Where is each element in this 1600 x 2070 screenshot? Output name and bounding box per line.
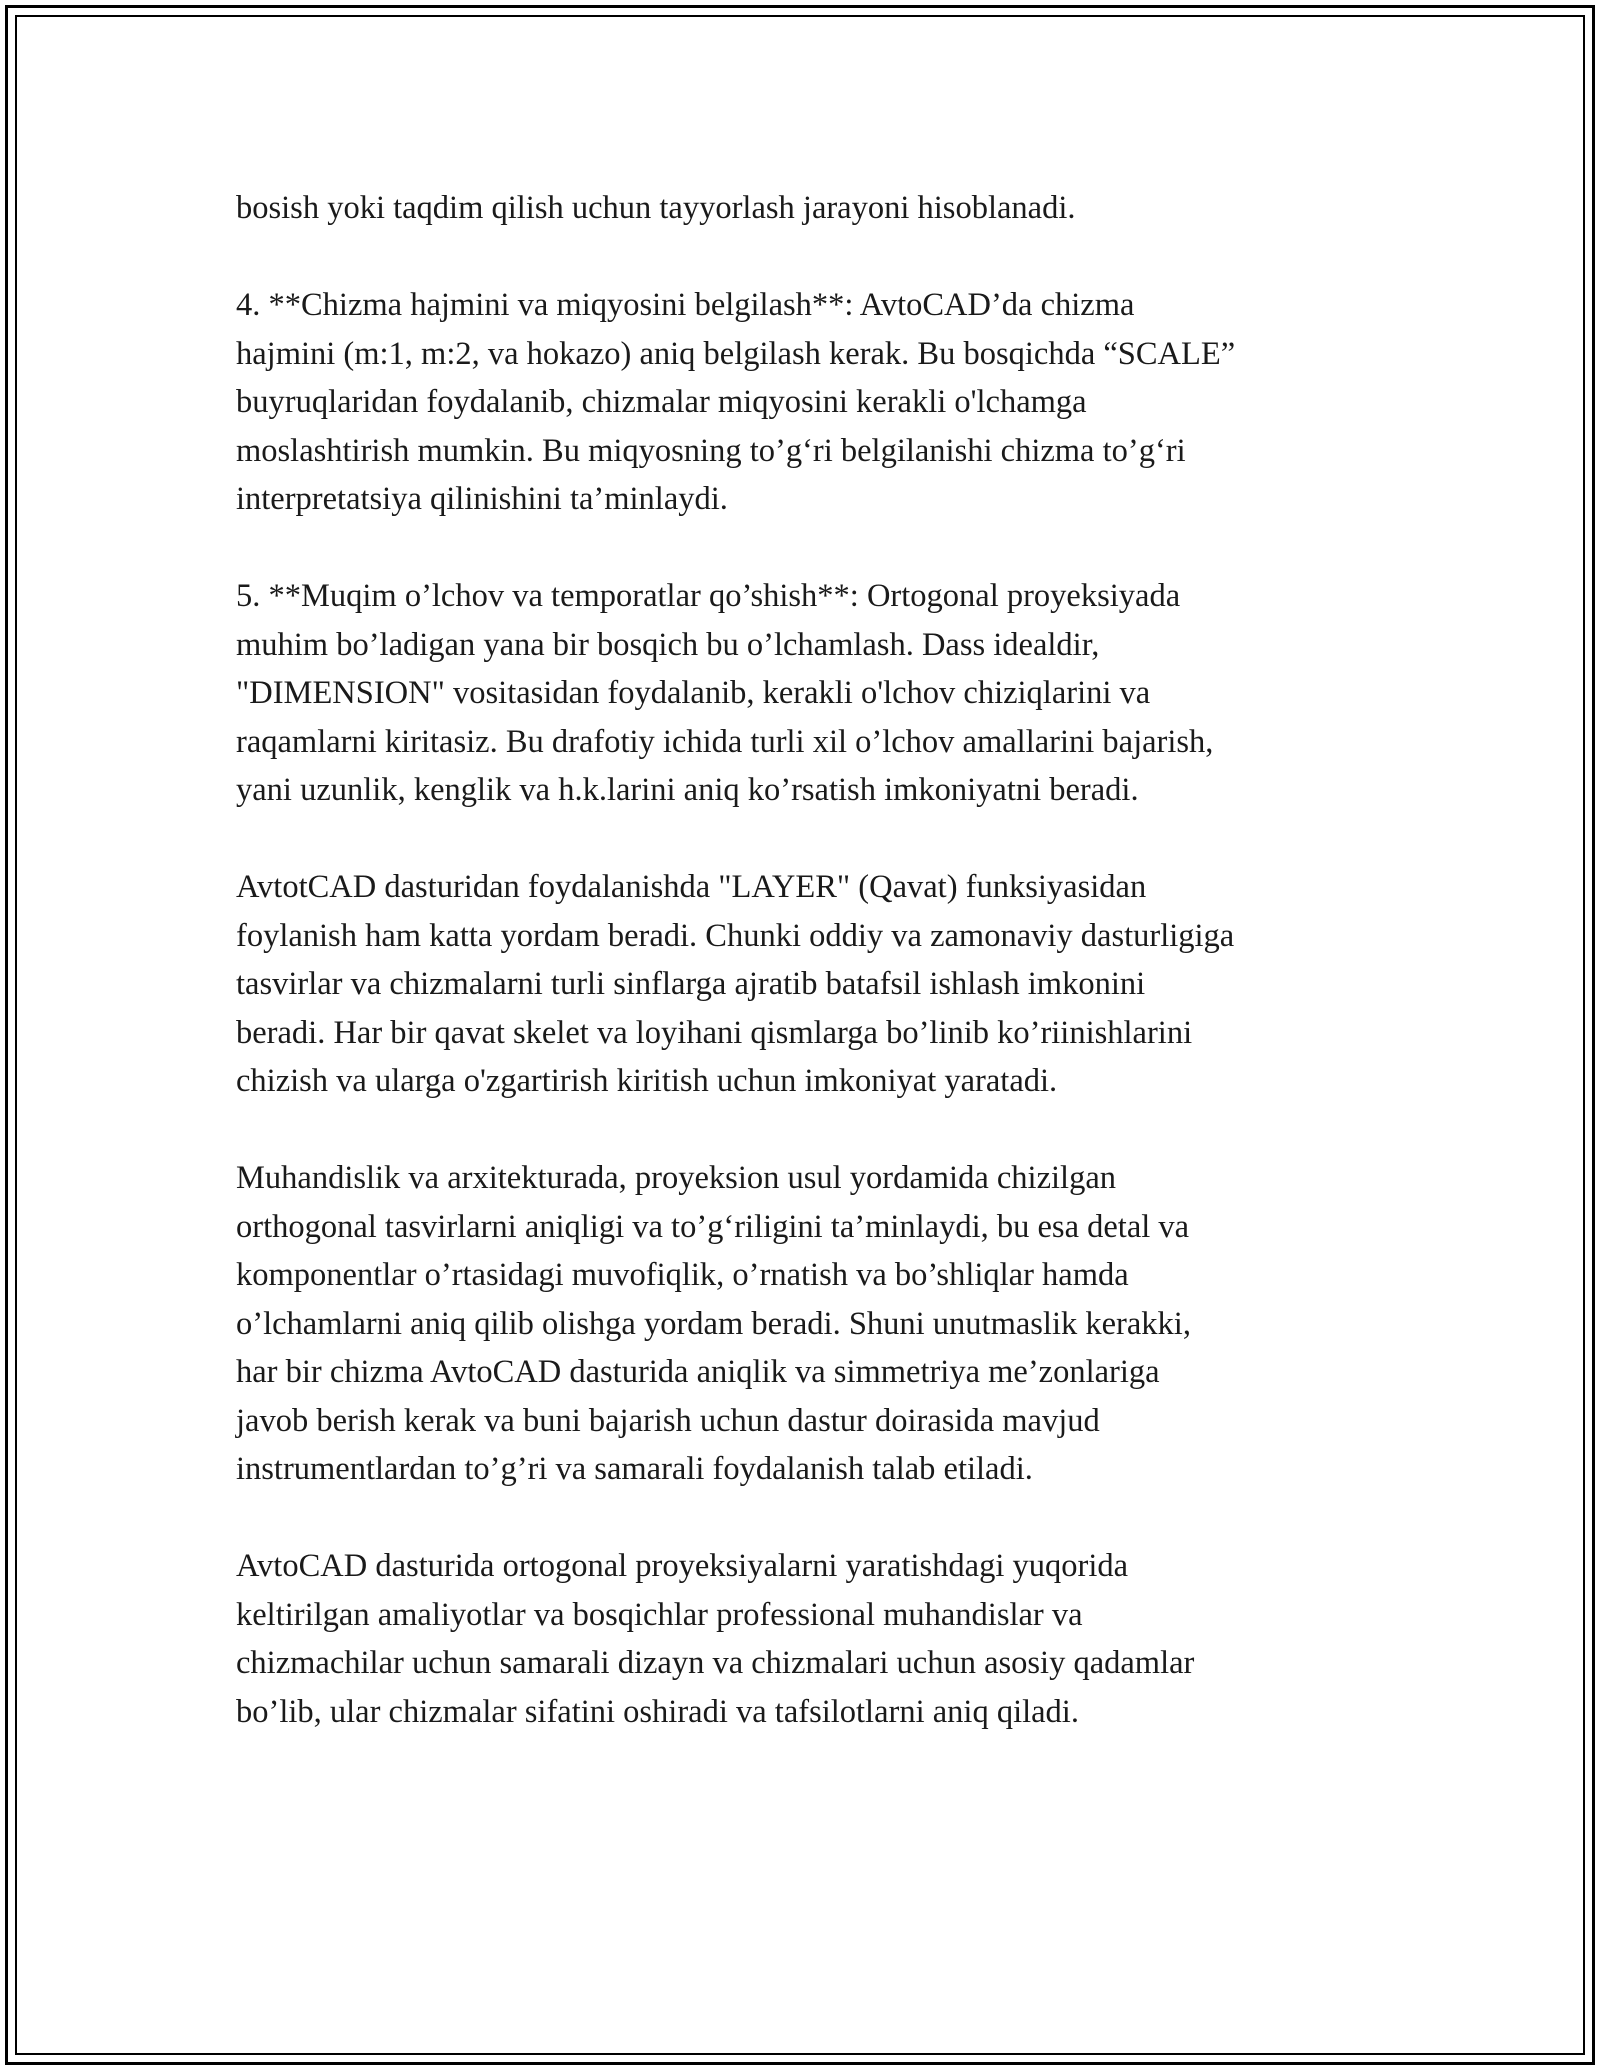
paragraph-step-5-dimension: 5. **Muqim o’lchov va temporatlar qo’shish**: Ortogonal proyeksiyada muhim bo’ladigan yana bir bosqich bu o’lchamlash. Dass idealdir, "DIMENSION" vositasidan foydalanib, kerakli o'lchov chiziqlarini va raqamlarni kiritasiz. Bu drafotiy ichida turli xil o’lchov amallarini bajarish, yani uzunlik, kenglik va h.k.larini aniq ko’rsatish imkoniyatni beradi. [236,578,1214,808]
paragraph-engineering-architecture: Muhandislik va arxitekturada, proyeksion usul yordamida chizilgan orthogonal tasvirlarni aniqligi va to’g‘riligini ta’minlaydi, bu esa detal va komponentlar o’rtasidagi muvofiqlik, o’rnatish va bo’shliqlar hamda o’lchamlarni aniq qilib olishga yordam beradi. Shuni unutmaslik kerakki, har bir chizma AvtoCAD dasturida aniqlik va simmetriya me’zonlariga javob berish kerak va buni bajarish uchun dastur doirasida mavjud instrumentlardan to’g’ri va samarali foydalanish talab etiladi. [236,1160,1191,1487]
paragraph-intro-continuation: bosish yoki taqdim qilish uchun tayyorlash jarayoni hisoblanadi. [236,190,1076,226]
paragraph-step-4-scale: 4. **Chizma hajmini va miqyosini belgilash**: AvtoCAD’da chizma hajmini (m:1, m:2, va hokazo) aniq belgilash kerak. Bu bosqichda “SCALE” buyruqlaridan foydalanib, chizmalar miqyosini kerakli o'lchamga moslashtirish mumkin. Bu miqyosning to’g‘ri belgilanishi chizma to’g‘ri interpretatsiya qilinishini ta’minlaydi. [236,287,1236,517]
paragraph-conclusion: AvtoCAD dasturida ortogonal proyeksiyalarni yaratishdagi yuqorida keltirilgan amaliyotlar va bosqichlar professional muhandislar va chizmachilar uchun samarali dizayn va chizmalari uchun asosiy qadamlar bo’lib, ular chizmalar sifatini oshiradi va tafsilotlarni aniq qiladi. [236,1548,1195,1730]
document-body [236,184,1376,1785]
paragraph-layer-function: AvtotCAD dasturidan foydalanishda "LAYER" (Qavat) funksiyasidan foylanish ham katta yordam beradi. Chunki oddiy va zamonaviy dasturligiga tasvirlar va chizmalarni turli sinflarga ajratib batafsil ishlash imkonini beradi. Har bir qavat skelet va loyihani qismlarga bo’linib ko’riinishlarini chizish va ularga o'zgartirish kiritish uchun imkoniyat yaratadi. [236,869,1235,1099]
